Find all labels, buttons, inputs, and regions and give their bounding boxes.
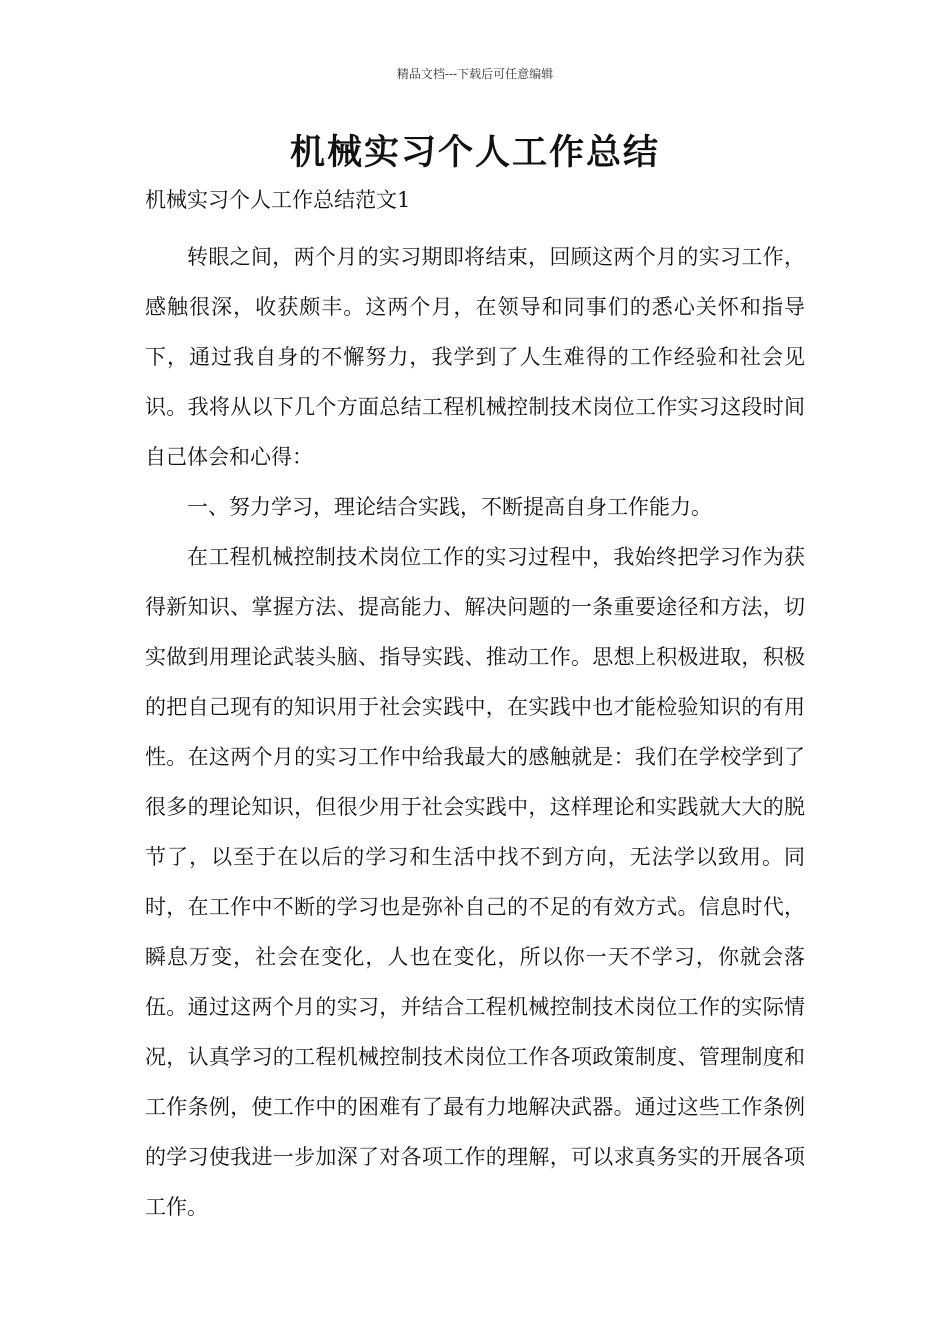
- document-body: [145, 182, 805, 1232]
- paragraph-intro: 转眼之间，两个月的实习期即将结束，回顾这两个月的实习工作，感触很深，收获颇丰。这两个月，在领导和同事们的悉心关怀和指导下，通过我自身的不懈努力，我学到了人生难得的工作经验和社会见识。我将从以下几个方面总结工程机械控制技术岗位工作实习这段时间自己体会和心得：: [145, 245, 805, 469]
- header-note: 精品文档---下载后可任意编辑: [396, 67, 554, 81]
- paragraph-study-practice: 在工程机械控制技术岗位工作的实习过程中，我始终把学习作为获得新知识、掌握方法、提高能力、解决问题的一条重要途径和方法，切实做到用理论武装头脑、指导实践、推动工作。思想上积极进取，积极的把自己现有的知识用于社会实践中，在实践中也才能检验知识的有用性。在这两个月的实习工作中给我最大的感触就是：我们在学校学到了很多的理论知识，但很少用于社会实践中，这样理论和实践就大大的脱节了，以至于在以后的学习和生活中找不到方向，无法学以致用。同时，在工作中不断的学习也是弥补自己的不足的有效方式。信息时代，瞬息万变，社会在变化，人也在变化，所以你一天不学习，你就会落伍。通过这两个月的实习，并结合工程机械控制技术岗位工作的实际情况，认真学习的工程机械控制技术岗位工作各项政策制度、管理制度和工作条例，使工作中的困难有了最有力地解决武器。通过这些工作条例的学习使我进一步加深了对各项工作的理解，可以求真务实的开展各项工作。: [145, 545, 805, 1219]
- paragraph-heading-one: 一、努力学习，理论结合实践，不断提高自身工作能力。: [187, 495, 712, 519]
- document-title: 机械实习个人工作总结: [289, 132, 660, 173]
- section-subtitle: 机械实习个人工作总结范文1: [145, 188, 411, 212]
